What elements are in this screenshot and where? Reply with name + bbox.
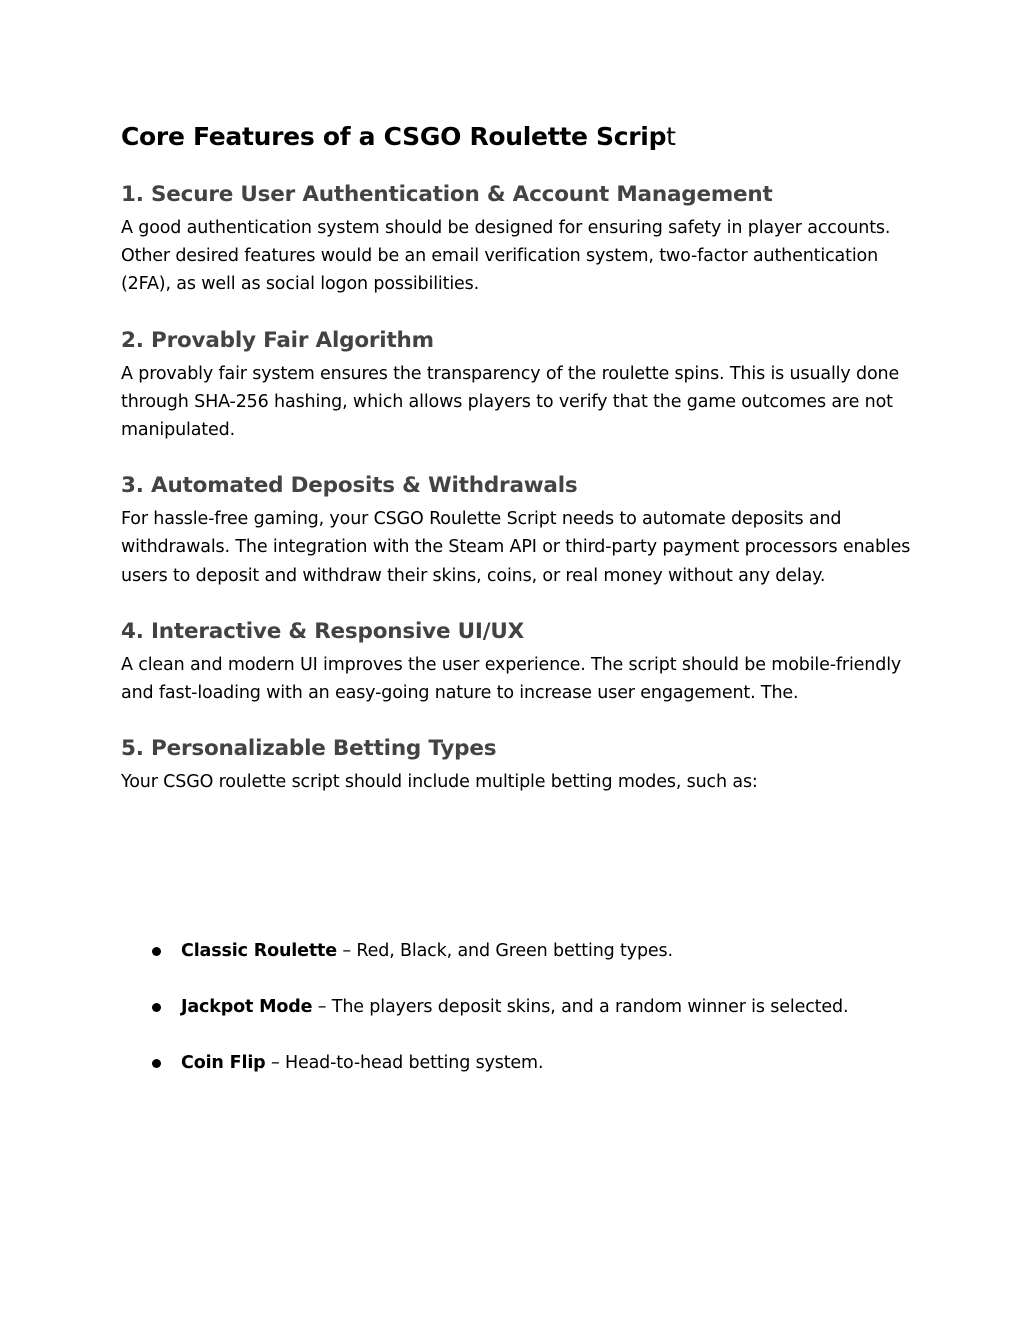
list-item-text: – Red, Black, and Green betting types. <box>336 941 673 961</box>
document-title <box>121 118 921 156</box>
section-authentication <box>121 180 921 299</box>
section-heading: 1. Secure User Authentication & Account Management <box>121 182 773 207</box>
document-page <box>121 118 921 1074</box>
section-ui-ux <box>121 617 921 707</box>
section-deposits <box>121 471 921 590</box>
list-item-text: – Head-to-head betting system. <box>265 1053 544 1074</box>
bullet-icon <box>152 947 161 956</box>
section-heading: 5. Personalizable Betting Types <box>121 736 497 762</box>
section-heading: 2. Provably Fair Algorithm <box>121 327 434 353</box>
list-item-text: – The players deposit skins, and a random winner is selected. <box>312 997 849 1018</box>
list-item <box>121 937 901 965</box>
bullet-icon <box>152 1059 161 1068</box>
list-item <box>121 1049 901 1077</box>
list-item-term: Classic Roulette <box>181 941 337 961</box>
section-body: A clean and modern UI improves the user experience. The script should be mobile-friendly and fast-loading with an easy-going nature to increase user engagement. The. <box>121 654 902 704</box>
list-item-term: Coin Flip <box>181 1053 266 1074</box>
list-item-term: Jackpot Mode <box>181 997 313 1018</box>
section-heading: 3. Automated Deposits & Withdrawals <box>121 473 578 499</box>
section-provably-fair <box>121 326 921 445</box>
list-item <box>121 993 901 1021</box>
bullet-icon <box>152 1003 161 1012</box>
document-title-tail: t <box>666 122 676 151</box>
section-body: A provably fair system ensures the transparency of the roulette spins. This is usually done through SHA-256 hashing, which allows players to verify that the game outcomes are not manipulated. <box>121 363 900 441</box>
betting-modes-list <box>121 937 901 1078</box>
section-betting-types <box>121 734 921 796</box>
section-body: Your CSGO roulette script should include multiple betting modes, such as: <box>121 772 758 793</box>
document-title-main: Core Features of a CSGO Roulette Scrip <box>121 122 667 151</box>
section-body: A good authentication system should be designed for ensuring safety in player accounts. Other desired features would be an email verification system, two-factor authentication (2FA), as well as social logon possibilities. <box>121 218 891 295</box>
section-body: For hassle-free gaming, your CSGO Roulette Script needs to automate deposits and withdrawals. The integration with the Steam API or third-party payment processors enables users to deposit and withdraw their skins, coins, or real money without any delay. <box>121 509 911 586</box>
section-heading: 4. Interactive & Responsive UI/UX <box>121 618 524 644</box>
